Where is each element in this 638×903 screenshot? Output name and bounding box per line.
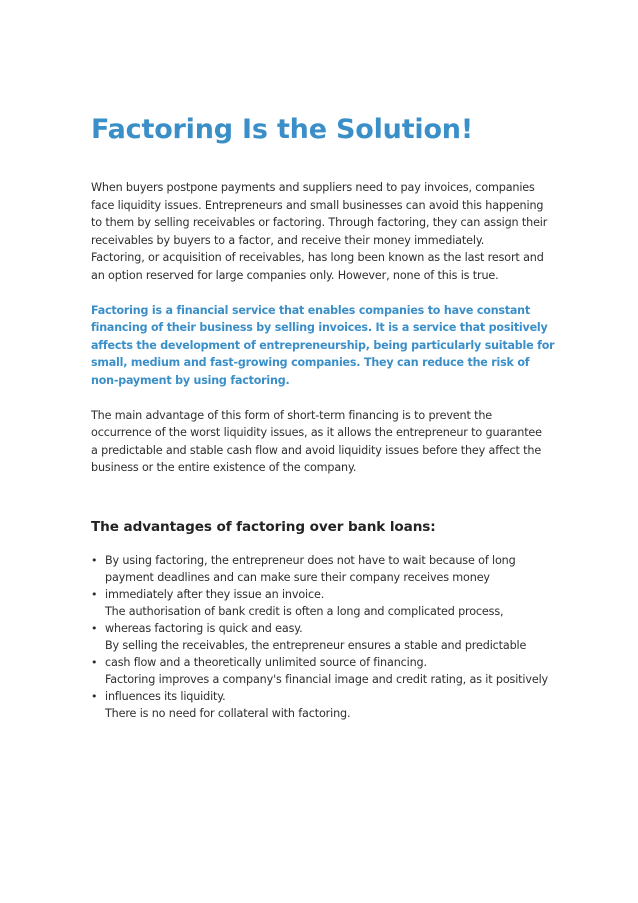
list-item-line: By selling the receivables, the entrepreneur ensures a stable and predictable	[105, 638, 527, 652]
list-item-line: There is no need for collateral with factoring.	[105, 706, 351, 720]
list-item-line: The authorisation of bank credit is often a long and complicated process,	[105, 604, 504, 618]
bullet-icon: •	[91, 621, 98, 635]
intro-line: When buyers postpone payments and suppliers need to pay invoices, companies	[91, 181, 535, 194]
main-line: a predictable and stable cash flow and avoid liquidity issues before they affect the	[91, 443, 542, 457]
advantages-heading: The advantages of factoring over bank loans:	[91, 518, 436, 535]
list-item	[91, 654, 551, 688]
intro-line: to them by selling receivables or factoring. Through factoring, they can assign their	[91, 216, 548, 230]
highlight-line: affects the development of entrepreneurship, being particularly suitable for	[91, 338, 555, 352]
list-item	[91, 586, 551, 620]
highlight-line: financing of their business by selling invoices. It is a service that positively	[91, 321, 548, 335]
list-item	[91, 688, 551, 722]
highlight-line: Factoring is a financial service that enables companies to have constant	[91, 303, 530, 317]
main-line: business or the entire existence of the company.	[91, 461, 357, 475]
main-line: The main advantage of this form of short-term financing is to prevent the	[91, 408, 493, 422]
bullet-icon: •	[91, 655, 98, 669]
advantages-list	[91, 552, 551, 722]
bullet-icon: •	[91, 689, 98, 703]
intro-paragraph	[91, 179, 551, 285]
intro-line: an option reserved for large companies only. However, none of this is true.	[91, 268, 499, 282]
list-item-line: Factoring improves a company's financial image and credit rating, as it positively	[105, 672, 548, 686]
highlight-paragraph	[91, 302, 555, 390]
list-item-line: immediately after they issue an invoice.	[105, 587, 325, 601]
document-page	[91, 112, 555, 722]
list-item-line: By using factoring, the entrepreneur does not have to wait because of long	[105, 553, 516, 567]
highlight-line: non-payment by using factoring.	[91, 373, 290, 387]
list-item-line: cash flow and a theoretically unlimited source of financing.	[105, 655, 427, 669]
intro-line: receivables by buyers to a factor, and receive their money immediately.	[91, 233, 485, 247]
bullet-icon: •	[91, 553, 98, 567]
list-item	[91, 620, 551, 654]
list-item-line: payment deadlines and can make sure their company receives money	[105, 570, 490, 584]
main-line: occurrence of the worst liquidity issues, as it allows the entrepreneur to guarantee	[91, 426, 542, 440]
list-item-line: influences its liquidity.	[105, 689, 226, 703]
intro-line: face liquidity issues. Entrepreneurs and small businesses can avoid this happening	[91, 198, 544, 212]
intro-line: Factoring, or acquisition of receivables, has long been known as the last resort and	[91, 251, 544, 265]
list-item	[91, 552, 551, 586]
main-advantage-paragraph	[91, 407, 551, 477]
highlight-line: small, medium and fast-growing companies. They can reduce the risk of	[91, 356, 530, 370]
list-item-line: whereas factoring is quick and easy.	[105, 621, 303, 635]
bullet-icon: •	[91, 587, 98, 601]
document-title: Factoring Is the Solution!	[91, 114, 473, 145]
